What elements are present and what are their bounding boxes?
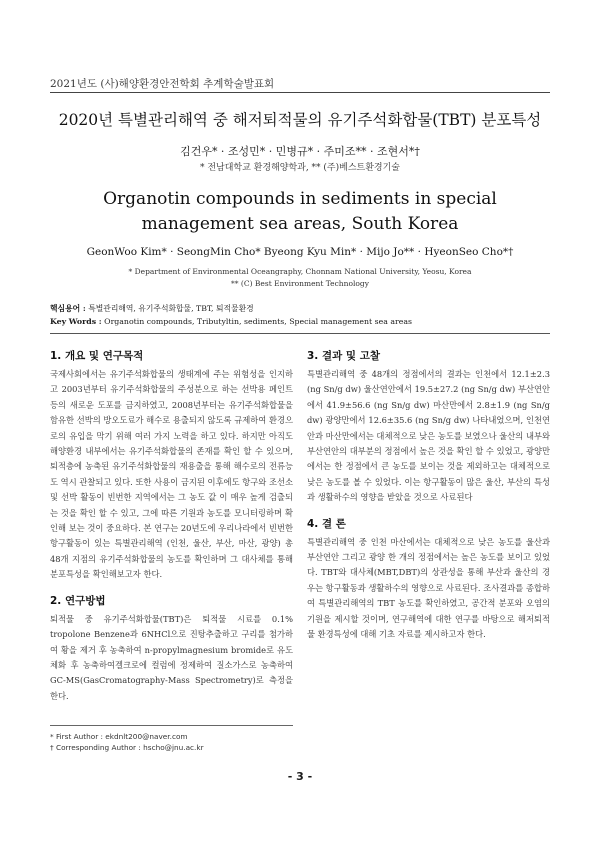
right-column [307,348,550,643]
section-body-results: 특별관리해역 중 48개의 정점에서의 결과는 인천에서 12.1±2.3 (ng Sn/g dw) 울산연안에서 19.5±27.2 (ng Sn/g dw) 부산연안에서 41.9±56.6 (ng Sn/g dw) 마산만에서 2.8±1.9 (ng Sn/g dw) 광양만에서 12.6±35.6 (ng Sn/g dw) 나타내었으며, 인천연안과 마산만에서는 대체적으로 낮은 농도를 보였으나 울산의 내부와 부산연안의 대부분의 정점에서 높은 것을 확인 할 수 있었고, 광양만에서는 한 정점에서 큰 농도를 보이는 것을 제외하고는 대체적으로 낮은 농도를 볼 수 있었다. 이는 항구활동이 많은 울산, 부산의 특성과 생활하수의 영향을 받았을 것으로 사료된다 [307,369,550,503]
section-heading-methods: 2. 연구방법 [50,594,106,607]
keywords-korean [50,302,550,315]
keywords-korean-text: 특별관리해역, 유기주석화합물, TBT, 퇴적물환경 [88,304,254,313]
title-korean: 2020년 특별관리해역 중 해저퇴적물의 유기주석화합물(TBT) 분포특성 [58,111,542,129]
keywords-english [50,315,550,328]
section-heading-results: 3. 결과 및 고찰 [307,350,380,362]
footnote-corresponding-author: † Corresponding Author : hscho@jnu.ac.kr [50,743,204,752]
authors-korean: 김건우* · 조성민* · 민병규* · 주미조** · 조현서*† [180,145,420,158]
affiliation-english [0,266,600,289]
section-heading-intro: 1. 개요 및 연구목적 [50,350,144,362]
title-english: Organotin compounds in sediments in special management sea areas, South Korea [103,189,497,234]
keywords-block [50,302,550,328]
section-body-methods: 퇴적물 중 유기주석화합물(TBT)은 퇴적물 시료를 0.1% tropolone Benzene과 6NHCl으로 진탕추출하고 구리를 첨가하여 황을 제거 후 농축하여 n-propylmagnesium bromide로 유도체화 후 농축하여겔크로에 컬럼에 정제하여 질소가스로 농축하여 GC-MS(GasCromatography-Mass Spectrometry)로 측정을 한다. [50,613,293,701]
affiliation-english-1: * Department of Environmental Oceangraphy, Chonnam National University, Yeosu, Korea [128,267,472,276]
page-number: - 3 - [287,770,313,783]
section-body-conclusion: 특별관리해역 중 인천 마산에서는 대체적으로 낮은 농도를 울산과 부산연안 그리고 광양 한 개의 정점에서는 높은 농도를 보이고 있었다. TBT와 대사체(MBT,DBT)의 상관성을 통해 부산과 울산의 경우는 항구활동과 생활하수의 영향으로 사료된다. 조사결과를 종합하여 특별관리해역의 TBT 농도를 확인하였고, 공간적 분포와 오염의 기원을 제시할 것이며, 연구해역에 대한 연구를 바탕으로 해저퇴적물 환경특성에 대해 기초 자료를 제시하고자 한다. [307,536,550,640]
affiliation-korean: * 전남대학교 환경해양학과, ** (주)베스트환경기술 [199,163,400,173]
keywords-korean-label: 핵심용어 : [50,304,86,313]
header-rule [50,92,550,93]
keywords-english-label: Key Words : [50,317,102,326]
affiliation-english-2: ** (C) Best Environment Technology [231,278,369,288]
footnotes [50,731,204,753]
conference-header: 2021년도 (사)해양환경안전학회 추계학술발표회 [50,78,275,90]
keywords-english-text: Organotin compounds, Tributyltin, sediments, Special management sea areas [104,317,412,326]
footnote-first-author: * First Author : ekdnlt200@naver.com [50,732,188,741]
footnote-rule [50,725,293,726]
section-heading-conclusion: 4. 결 론 [307,517,346,530]
keywords-rule [50,333,550,334]
section-body-intro: 국제사회에서는 유기주석화합물의 생태계에 주는 위험성을 인지하고 2003년부터 유기주석화합물의 주성분으로 하는 선박용 페인트 등의 새로운 도포를 금지하였고, 2008년부터는 유기주석화합물을 함유한 선박의 방오도료가 해수로 용출되지 않도록 규제하여 환경으로의 유입을 막기 위해 여러 가지 노력을 하고 있다. 하지만 아직도 해양환경 내부에서는 유기주석화합물의 존재를 확인 할 수 있으며, 퇴적층에 농축된 유기주석화합물의 재용출을 통해 해수로의 전류능도 역시 관찰되고 있다. 또한 사용이 금지된 이후에도 항구와 조선소 및 선박 활동이 빈번한 지역에서는 그 농도 값 이 매우 높게 검출되는 것을 확인 할 수 있고, 그에 따른 기원과 농도를 모니터링하며 확인해 보는 것이 중요하다. 본 연구는 20년도에 우리나라에서 빈번한 항구활동이 있는 특별관리해역 (인천, 울산, 부산, 마산, 광양) 총 48개 지점의 유기주석화합물의 농도를 확인하며 그 대사체를 통해 분포특성을 확인해보고자 한다. [50,369,293,580]
authors-english: GeonWoo Kim* · SeongMin Cho* Byeong Kyu Min* · Mijo Jo** · HyeonSeo Cho*† [86,246,514,258]
left-column [50,348,293,704]
